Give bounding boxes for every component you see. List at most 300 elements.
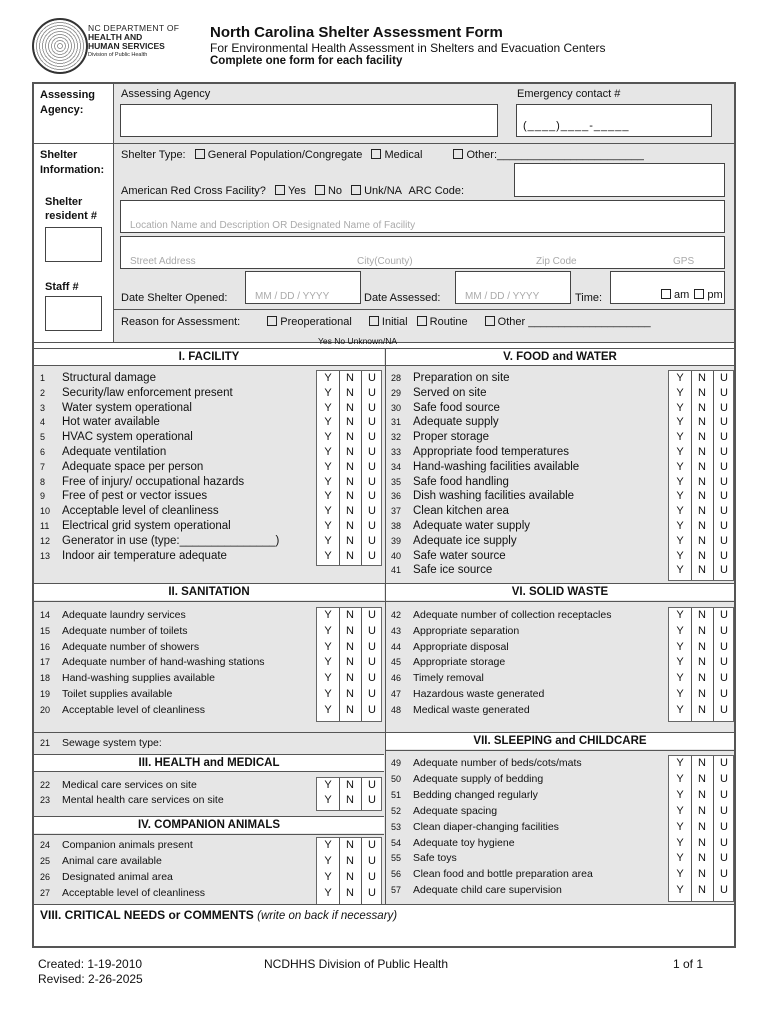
nc-dhhs-seal-icon [32,18,88,74]
option-u[interactable]: U [368,855,376,867]
option-y[interactable]: Y [324,386,332,399]
item-text: Appropriate disposal [413,640,509,653]
item-text: Appropriate food temperatures [413,446,569,458]
option-y[interactable]: Y [324,372,332,384]
assessed-label: Date Assessed: [364,292,441,304]
option-y[interactable]: Y [324,609,332,621]
option-n[interactable]: N [698,836,706,849]
checklist-item [391,789,538,801]
agency-input[interactable] [120,104,498,137]
item-number: 49 [391,758,402,768]
option-y[interactable]: Y [676,401,684,414]
option-y[interactable]: Y [324,871,332,883]
option-u[interactable]: U [368,534,376,547]
arc-yes-checkbox[interactable] [275,185,285,195]
option-u[interactable]: U [368,794,376,807]
resident-label: Shelter resident # [45,196,97,222]
option-u[interactable]: U [368,887,376,899]
option-y[interactable]: Y [324,401,332,414]
option-n[interactable]: N [346,839,354,851]
emergency-contact-input[interactable] [516,104,712,137]
shelter-type-label: Shelter Type: [121,149,186,161]
option-n[interactable]: N [346,416,354,429]
option-y[interactable]: Y [324,656,332,669]
checklist-item [40,871,173,883]
option-u[interactable]: U [368,505,376,518]
option-n[interactable]: N [346,549,354,562]
item-number: 8 [40,476,46,487]
location-input[interactable] [120,200,725,233]
item-text: Adequate laundry services [62,609,186,621]
arc-label: American Red Cross Facility? [121,185,266,197]
item-number: 54 [391,837,402,848]
option-u[interactable]: U [368,624,376,637]
option-y[interactable]: Y [676,475,684,488]
option-u[interactable]: U [720,688,728,700]
date-assessed-input[interactable] [455,271,571,304]
option-y[interactable]: Y [676,804,684,817]
option-n[interactable]: N [698,656,706,669]
reason-pre-checkbox[interactable] [267,316,277,326]
item-number: 25 [40,856,51,866]
item-number: 38 [391,521,402,531]
item-number: 42 [391,610,402,620]
option-y[interactable]: Y [324,624,332,637]
option-n[interactable]: N [346,624,354,637]
option-u[interactable]: U [720,640,728,653]
option-u[interactable]: U [720,836,728,849]
item-number: 19 [40,689,51,699]
staff-count-input[interactable] [45,296,102,331]
option-n[interactable]: N [346,505,354,518]
critical-needs-heading [40,908,397,922]
resident-count-input[interactable] [45,227,102,262]
checklist-item [391,387,487,399]
option-n[interactable]: N [346,887,354,899]
option-y[interactable]: Y [676,640,684,653]
item-number: 13 [40,550,51,561]
option-n[interactable]: N [698,609,706,621]
item-number: 17 [40,657,51,668]
option-u[interactable]: U [720,386,728,399]
item-number: 33 [391,447,402,457]
reason-other-checkbox[interactable] [485,316,495,326]
option-y[interactable]: Y [676,820,684,833]
option-y[interactable]: Y [324,839,332,851]
item-text: HVAC system operational [62,431,193,444]
option-n[interactable]: N [698,490,706,503]
dept-logo-text [88,24,179,60]
arc-unk-checkbox[interactable] [351,185,361,195]
option-y[interactable]: Y [676,609,684,621]
option-y[interactable]: Y [676,852,684,865]
item-number: 16 [40,641,51,652]
city-placeholder: City(County) [357,256,413,267]
section-title-sanitation: II. SANITATION [34,584,384,600]
item-number: 26 [40,872,51,882]
option-u[interactable]: U [720,656,728,669]
checklist-item [391,884,562,896]
option-y[interactable]: Y [324,779,332,791]
option-u[interactable]: U [368,386,376,399]
item-number: 11 [40,521,50,531]
option-n[interactable]: N [346,490,354,503]
option-y[interactable]: Y [676,772,684,785]
option-u[interactable]: U [720,868,728,881]
date-opened-input[interactable] [245,271,361,304]
option-y[interactable]: Y [676,757,684,769]
option-u[interactable]: U [720,475,728,488]
checklist-item [40,550,227,562]
option-y[interactable]: Y [676,372,684,384]
option-u[interactable]: U [368,672,376,685]
pm-checkbox[interactable] [694,289,704,299]
item-number: 3 [40,402,46,413]
option-n[interactable]: N [698,884,706,897]
option-y[interactable]: Y [324,887,332,899]
item-number: 48 [391,704,402,715]
option-u[interactable]: U [720,505,728,518]
location-placeholder: Location Name and Description OR Designated Name of Facility [130,220,416,231]
reason-label: Reason for Assessment: [121,316,241,328]
option-n[interactable]: N [698,460,706,473]
checklist-item [391,490,574,502]
option-u[interactable]: U [720,672,728,685]
checklist-item [391,757,582,769]
ampm-options [661,289,723,301]
type-general-checkbox[interactable] [195,149,205,159]
checklist-item [391,773,543,785]
option-y[interactable]: Y [324,505,332,518]
option-u[interactable]: U [368,431,376,444]
option-y[interactable]: Y [324,855,332,867]
time-input[interactable] [610,271,725,304]
arc-unk-label: Unk/NA [364,185,402,197]
option-u[interactable]: U [368,839,376,851]
type-other-label: Other:________________________ [466,149,644,161]
option-n[interactable]: N [346,855,354,867]
option-n[interactable]: N [346,460,354,473]
option-u[interactable]: U [720,564,728,577]
item-text: Adequate number of hand-washing stations [62,656,265,669]
option-n[interactable]: N [698,757,706,769]
option-n[interactable]: N [698,688,706,700]
checklist-item [391,688,544,700]
option-u[interactable]: U [720,534,728,547]
option-u[interactable]: U [368,401,376,414]
option-n[interactable]: N [346,640,354,653]
item-number: 47 [391,689,402,699]
option-y[interactable]: Y [324,549,332,562]
option-y[interactable]: Y [676,534,684,547]
option-u[interactable]: U [368,446,376,458]
checklist-item [40,656,265,668]
option-n[interactable]: N [346,534,354,547]
option-y[interactable]: Y [676,505,684,518]
option-u[interactable]: U [720,804,728,817]
checklist-item [391,609,611,621]
item-number: 23 [40,795,51,806]
item-text: Acceptable level of cleanliness [62,887,206,899]
checklist-item [391,564,492,576]
option-y[interactable]: Y [676,656,684,669]
option-u[interactable]: U [368,656,376,669]
item-number: 5 [40,432,46,443]
checklist-item [391,805,497,817]
option-n[interactable]: N [698,640,706,653]
item-text: Hazardous waste generated [413,688,545,700]
yn-column-food [668,370,734,581]
option-y[interactable]: Y [676,688,684,700]
reason-initial-checkbox[interactable] [369,316,379,326]
option-n[interactable]: N [698,416,706,429]
option-n[interactable]: N [346,372,354,384]
item-text: Appropriate separation [413,624,520,637]
option-n[interactable]: N [346,794,354,807]
option-n[interactable]: N [346,520,354,532]
option-u[interactable]: U [368,490,376,503]
option-n[interactable]: N [346,672,354,685]
option-y[interactable]: Y [676,446,684,458]
option-u[interactable]: U [368,549,376,562]
option-y[interactable]: Y [676,868,684,881]
item-number: 30 [391,402,402,413]
option-u[interactable]: U [368,475,376,488]
option-n[interactable]: N [698,386,706,399]
item-number: 12 [40,535,51,546]
option-y[interactable]: Y [676,460,684,473]
option-u[interactable]: U [720,788,728,801]
option-y[interactable]: Y [676,564,684,577]
option-y[interactable]: Y [324,475,332,488]
option-u[interactable]: U [720,431,728,444]
arc-no-label: No [327,185,343,197]
option-n[interactable]: N [698,372,706,384]
option-u[interactable]: U [368,372,376,384]
dept-line3: HUMAN SERVICES [88,41,165,51]
item-text: Mental health care services on site [62,794,224,807]
option-y[interactable]: Y [676,703,684,716]
checklist-item [40,535,279,547]
option-u[interactable]: U [368,779,376,791]
checklist-item [391,461,579,473]
option-y[interactable]: Y [324,794,332,807]
dept-line1: NC DEPARTMENT OF [88,23,180,33]
item-number: 52 [391,805,402,816]
checklist-item [40,609,186,621]
option-u[interactable]: U [720,401,728,414]
am-label: am [674,289,690,301]
item-number: 2 [40,387,46,398]
street-placeholder: Street Address [130,256,196,267]
option-y[interactable]: Y [676,520,684,532]
item-number: 36 [391,491,402,502]
option-y[interactable]: Y [324,446,332,458]
option-y[interactable]: Y [676,490,684,503]
option-u[interactable]: U [720,852,728,865]
option-y[interactable]: Y [324,672,332,685]
type-medical-checkbox[interactable] [371,149,381,159]
item-text: Designated animal area [62,871,173,883]
option-n[interactable]: N [346,779,354,791]
option-n[interactable]: N [698,564,706,577]
option-u[interactable]: U [720,460,728,473]
option-y[interactable]: Y [324,534,332,547]
option-y[interactable]: Y [324,520,332,532]
grid-line [34,834,384,835]
section-title-waste: VI. SOLID WASTE [386,584,734,600]
item-text: Medical waste generated [413,703,530,716]
option-y[interactable]: Y [676,431,684,444]
dept-line2: HEALTH AND [88,32,143,42]
checklist-item [40,387,233,399]
item-text: Adequate ventilation [62,446,167,458]
item-text: Safe food handling [413,475,509,488]
option-y[interactable]: Y [676,549,684,562]
option-u[interactable]: U [720,446,728,458]
yn-column-sleeping [668,755,734,902]
checklist-item [40,402,192,414]
option-u[interactable]: U [720,520,728,532]
item-number: 44 [391,641,402,652]
arc-code-input[interactable] [514,163,725,197]
option-n[interactable]: N [698,534,706,547]
checklist-item [391,431,489,443]
checklist-item [40,625,188,637]
created-date: Created: 1-19-2010 [38,957,143,971]
option-u[interactable]: U [720,757,728,769]
address-input[interactable] [120,236,725,269]
option-n[interactable]: N [346,703,354,716]
item-text: Medical care services on site [62,779,197,791]
option-u[interactable]: U [368,460,376,473]
checklist-item [40,416,160,428]
option-n[interactable]: N [698,624,706,637]
yn-column-sanitation [316,607,382,722]
option-u[interactable]: U [368,703,376,716]
option-y[interactable]: Y [324,460,332,473]
option-y[interactable]: Y [324,490,332,503]
option-y[interactable]: Y [676,672,684,685]
option-y[interactable]: Y [676,788,684,801]
option-u[interactable]: U [720,490,728,503]
item-text: Adequate supply [413,416,499,429]
option-u[interactable]: U [720,624,728,637]
option-n[interactable]: N [346,871,354,883]
section-title-facility: I. FACILITY [34,349,384,365]
item-number: 28 [391,373,402,383]
option-n[interactable]: N [698,772,706,785]
option-y[interactable]: Y [676,836,684,849]
option-y[interactable]: Y [324,416,332,429]
option-y[interactable]: Y [676,884,684,897]
option-u[interactable]: U [720,772,728,785]
option-y[interactable]: Y [676,386,684,399]
option-n[interactable]: N [698,703,706,716]
item-text: Adequate ice supply [413,534,517,547]
option-u[interactable]: U [720,372,728,384]
option-n[interactable]: N [698,820,706,833]
option-n[interactable]: N [698,446,706,458]
option-u[interactable]: U [720,549,728,562]
option-u[interactable]: U [720,884,728,897]
option-y[interactable]: Y [676,624,684,637]
option-u[interactable]: U [720,609,728,621]
arc-no-checkbox[interactable] [315,185,325,195]
option-n[interactable]: N [346,609,354,621]
phone-placeholder: (____)____-_____ [523,120,630,132]
item-number: 32 [391,432,402,443]
checklist-item [40,839,193,851]
option-u[interactable]: U [720,416,728,429]
option-n[interactable]: N [698,788,706,801]
option-u[interactable]: U [368,640,376,653]
reason-routine-checkbox[interactable] [417,316,427,326]
option-u[interactable]: U [368,520,376,532]
option-n[interactable]: N [346,431,354,444]
option-u[interactable]: U [368,688,376,700]
type-general-label: General Population/Congregate [207,149,363,161]
grid-line [34,601,734,602]
option-u[interactable]: U [368,871,376,883]
option-n[interactable]: N [346,475,354,488]
option-n[interactable]: N [346,656,354,669]
option-n[interactable]: N [698,475,706,488]
option-n[interactable]: N [698,505,706,518]
option-u[interactable]: U [720,703,728,716]
item-text: Served on site [413,386,487,399]
option-u[interactable]: U [720,820,728,833]
item-text: Adequate spacing [413,804,498,817]
item-text: Adequate number of beds/cots/mats [413,757,582,769]
type-other-checkbox[interactable] [453,149,463,159]
option-n[interactable]: N [346,446,354,458]
reason-other-label: Other ____________________ [497,316,651,328]
revised-date: Revised: 2-26-2025 [38,972,143,986]
option-n[interactable]: N [698,852,706,865]
checklist-item [391,476,509,488]
option-n[interactable]: N [698,672,706,685]
option-n[interactable]: N [698,401,706,414]
reason-pre-label: Preoperational [280,316,352,328]
option-n[interactable]: N [698,549,706,562]
item-text: Clean diaper-changing facilities [413,820,559,833]
item-text: Acceptable level of cleanliness [62,703,206,716]
option-y[interactable]: Y [324,431,332,444]
item-text: Adequate number of showers [62,640,200,653]
option-n[interactable]: N [346,386,354,399]
option-y[interactable]: Y [324,640,332,653]
am-checkbox[interactable] [661,289,671,299]
option-n[interactable]: N [698,868,706,881]
grid-line [34,771,384,772]
option-u[interactable]: U [368,416,376,429]
option-n[interactable]: N [698,520,706,532]
option-n[interactable]: N [346,688,354,700]
option-y[interactable]: Y [324,688,332,700]
option-n[interactable]: N [698,804,706,817]
option-n[interactable]: N [346,401,354,414]
checklist-item [40,505,219,517]
option-n[interactable]: N [698,431,706,444]
checklist-item [391,641,509,653]
option-y[interactable]: Y [324,703,332,716]
option-y[interactable]: Y [676,416,684,429]
checklist-item [391,535,517,547]
option-u[interactable]: U [368,609,376,621]
item-number: 1 [40,373,46,383]
item-number: 20 [40,704,51,715]
